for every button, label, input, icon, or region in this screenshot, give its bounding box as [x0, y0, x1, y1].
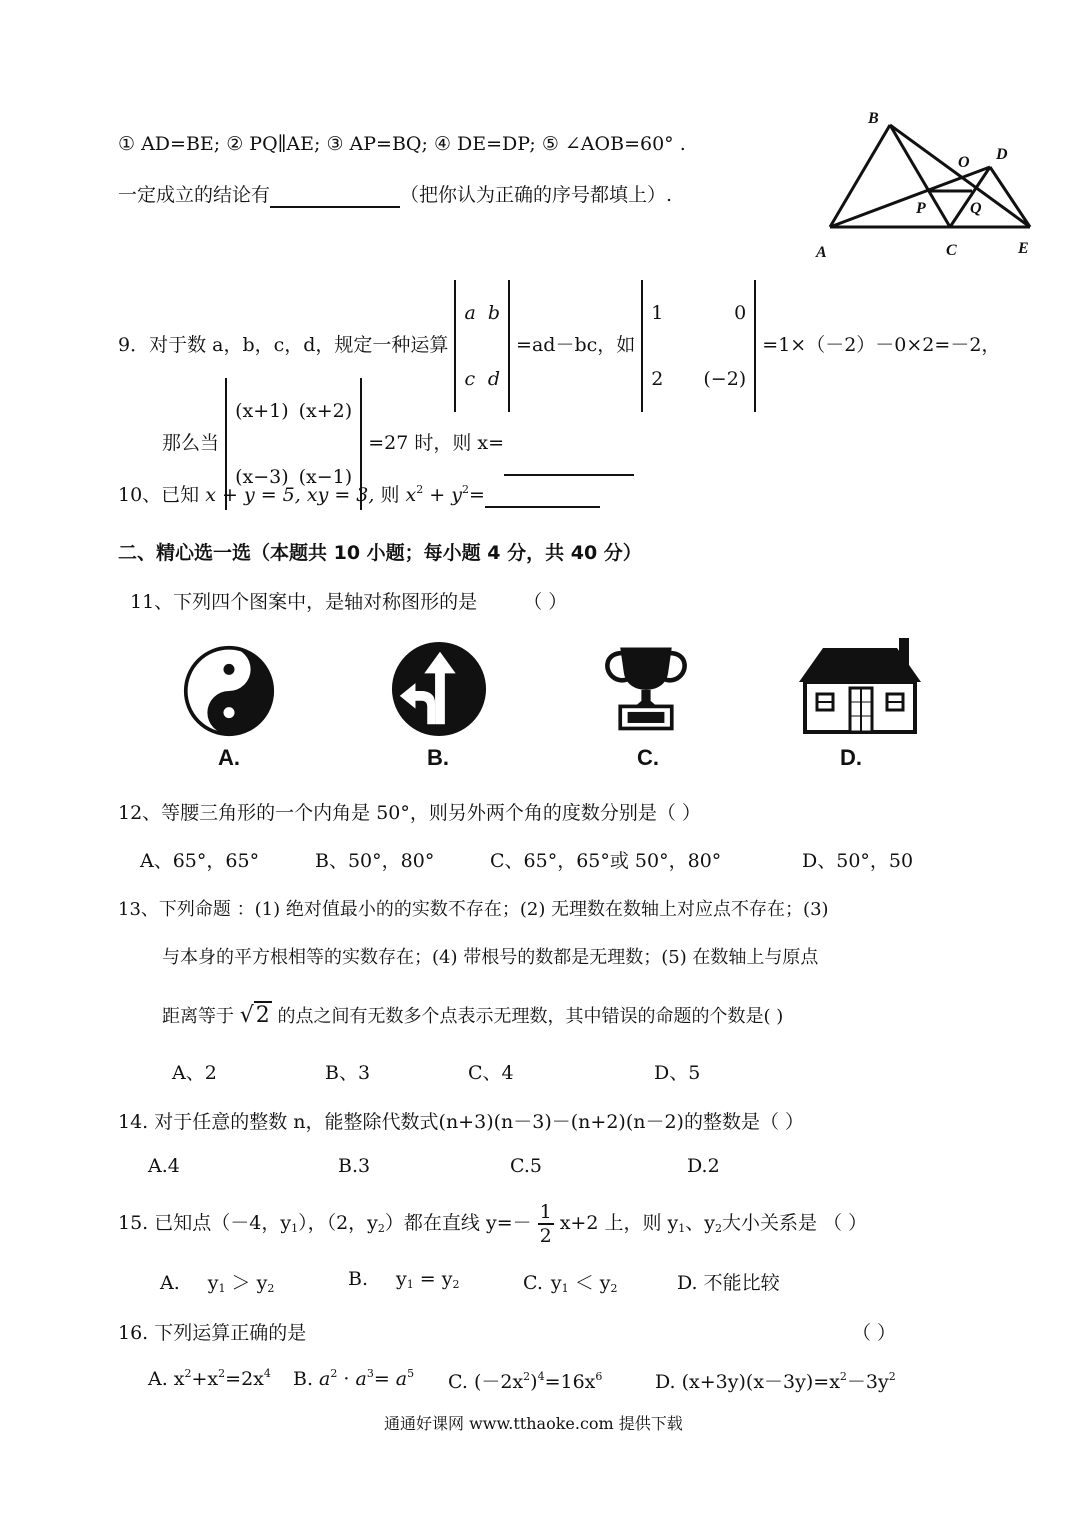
q15-option-d[interactable]: D. 不能比较	[677, 1272, 780, 1294]
point-label-c: C	[946, 242, 957, 259]
determinant-x: (x+1) (x+2) (x−3) (x−1)	[225, 378, 362, 510]
point-label-p: P	[916, 200, 926, 217]
fraction-one-half: $\frac{1}{2}$	[539, 1201, 552, 1247]
q13-option-b[interactable]: B、3	[325, 1062, 371, 1084]
q11-text: 11、下列四个图案中，是轴对称图形的是 （ ）	[130, 591, 568, 613]
sqrt-symbol: √2	[239, 1003, 270, 1028]
q13-line3: 距离等于 √2 的点之间有无数多个点表示无理数，其中错误的命题的个数是( )	[162, 1003, 784, 1028]
q8-answer-blank[interactable]	[270, 184, 400, 208]
trophy-icon	[600, 642, 692, 734]
page-footer: 通通好课网 www.tthaoke.com 提供下载	[384, 1414, 683, 1433]
q10-line: 10、已知 x + y = 5, xy = 3, 则 $x^2 + y^2=$	[118, 480, 600, 508]
section-2-heading: 二、精心选一选（本题共 10 小题；每小题 4 分，共 40 分）	[118, 542, 642, 564]
q13-option-a[interactable]: A、2	[172, 1062, 217, 1084]
q14-text: 14. 对于任意的整数 n，能整除代数式(n+3)(n－3)－(n+2)(n－2)的整数是（ ）	[118, 1111, 805, 1133]
q13-option-d[interactable]: D、5	[654, 1062, 701, 1084]
q11-label-b: B.	[427, 745, 449, 770]
q11-label-a: A.	[218, 745, 240, 770]
q15-text: 15. 已知点（－4，$y_1$），（2，$y_2$）都在直线 y=－ $\frac{1}{2}$ x+2 上，则 $y_1$、$y_2$大小关系是 （ ）	[118, 1201, 868, 1247]
triangle-figure	[810, 105, 1060, 265]
point-label-b: B	[868, 110, 879, 127]
q12-option-c[interactable]: C、65°，65°或 50°，80°	[490, 850, 722, 872]
q16-text: 16. 下列运算正确的是	[118, 1322, 307, 1344]
q10-answer-blank[interactable]	[485, 484, 600, 508]
q14-option-c[interactable]: C.5	[510, 1155, 542, 1177]
q9-answer-blank[interactable]	[504, 412, 634, 476]
point-label-d: D	[996, 146, 1008, 163]
q11-label-d: D.	[840, 745, 862, 770]
house-icon	[795, 636, 925, 736]
q14-option-b[interactable]: B.3	[338, 1155, 371, 1177]
q15-option-a[interactable]: A. $y_1 > y_2$	[160, 1272, 275, 1295]
q9-line2: 那么当 (x+1) (x+2) (x−3) (x−1) =27 时，则 x=	[162, 378, 634, 510]
q16-paren: （ ）	[852, 1322, 897, 1344]
point-label-o: O	[958, 154, 970, 171]
q8-prompt: 一定成立的结论有 （把你认为正确的序号都填上）.	[118, 184, 673, 206]
q12-option-b[interactable]: B、50°，80°	[315, 850, 435, 872]
q15-option-c[interactable]: C. $y_1 < y_2$	[523, 1272, 618, 1295]
q16-option-a[interactable]: A. $x^2+x^2=2x^4$	[148, 1367, 271, 1390]
q16-option-d[interactable]: D. $(x+3y)(x-3y)=x^2-3y^2$	[655, 1370, 896, 1393]
q11-label-c: C.	[637, 745, 659, 770]
q9-line1: 9．对于数 a，b，c，d，规定一种运算 a b c d =ad－bc，如 1 0 2 (−2) =1×（－2）－0×2=－2，	[118, 280, 1000, 412]
q12-text: 12、等腰三角形的一个内角是 50°，则另外两个角的度数分别是（ ）	[118, 802, 701, 824]
q15-option-b[interactable]: B. $y_1 = y_2$	[348, 1268, 460, 1291]
traffic-sign-icon	[390, 640, 488, 738]
yin-yang-icon	[183, 645, 275, 737]
q13-line1: 13、下列命题 ：(1) 绝对值最小的的实数不存在；(2) 无理数在数轴上对应点不存在；(3)	[118, 899, 829, 920]
q8-conclusions: ① AD=BE; ② PQ∥AE; ③ AP=BQ; ④ DE=DP; ⑤ ∠AOB=60° .	[118, 133, 686, 155]
q16-option-b[interactable]: B. $a^2 \cdot a^3= a^5$	[293, 1367, 415, 1390]
q12-option-a[interactable]: A、65°，65°	[140, 850, 260, 872]
point-label-a: A	[816, 244, 827, 261]
determinant-example: 1 0 2 (−2)	[641, 280, 756, 412]
q14-option-d[interactable]: D.2	[687, 1155, 720, 1177]
q12-option-d[interactable]: D、50°，50	[802, 850, 914, 872]
point-label-e: E	[1018, 240, 1029, 257]
determinant-abcd: a b c d	[454, 280, 510, 412]
q13-line2: 与本身的平方根相等的实数存在；(4) 带根号的数都是无理数；(5) 在数轴上与原点	[162, 947, 819, 968]
q16-option-c[interactable]: C. $(-2x^2)^4=16x^6$	[448, 1370, 603, 1393]
point-label-q: Q	[970, 200, 982, 217]
q14-option-a[interactable]: A.4	[148, 1155, 180, 1177]
q13-option-c[interactable]: C、4	[468, 1062, 514, 1084]
